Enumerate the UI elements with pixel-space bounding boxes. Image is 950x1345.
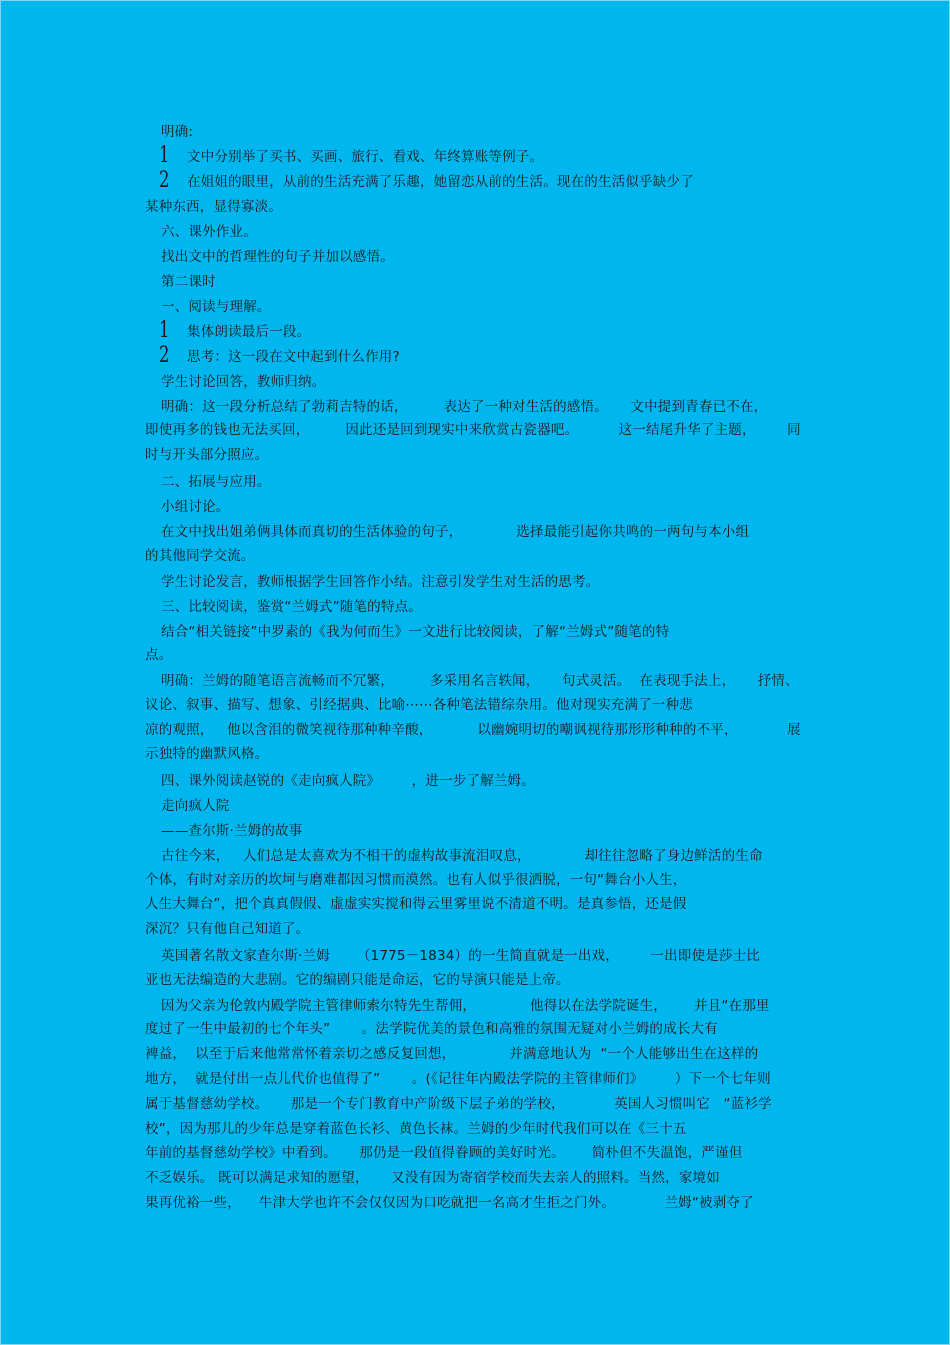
text-line: 第二课时	[161, 274, 216, 290]
text-line: 因为父亲为伦敦内殿学院主管律师索尔特先生帮佣， 他得以在法学院诞生， 并且“在那里	[161, 998, 770, 1014]
text-line: 古往今来， 人们总是太喜欢为不相干的虚构故事流泪叹息， 却往往忽略了身边鲜活的生命	[161, 848, 763, 864]
list-number: 1	[159, 143, 170, 168]
text-line: 学生讨论发言，教师根据学生回答作小结。注意引发学生对生活的思考。	[161, 574, 600, 590]
text-line: 一、阅读与理解。	[161, 299, 271, 315]
text-line: 的其他同学交流。	[145, 548, 255, 564]
text-line: ——查尔斯·兰姆的故事	[161, 823, 303, 839]
text-line: 某种东西，显得寡淡。	[145, 199, 282, 215]
text-line: 裨益， 以至于后来他常常怀着亲切之感反复回想， 并满意地认为 “一个人能够出生在这样的	[145, 1046, 759, 1062]
text-line: 在姐姐的眼里，从前的生活充满了乐趣，她留恋从前的生活。现在的生活似乎缺少了	[187, 174, 694, 190]
text-line: 三、比较阅读，鉴赏“兰姆式”随笔的特点。	[161, 599, 422, 615]
text-line: 思考：这一段在文中起到什么作用?	[187, 349, 400, 365]
text-line: 度过了一生中最初的七个年头” 。法学院优美的景色和高雅的氛围无疑对小兰姆的成长大有	[145, 1021, 718, 1037]
text-line: 深沉？只有他自己知道了。	[145, 921, 310, 937]
text-line: 集体朗读最后一段。	[187, 324, 311, 340]
text-line: 英国著名散文家查尔斯·兰姆 （1775－1834）的一生简直就是一出戏， 一出即使是莎士比	[161, 948, 760, 964]
text-line: 校”，因为那儿的少年总是穿着蓝色长衫、黄色长袜。兰姆的少年时代我们可以在《三十五	[145, 1121, 687, 1137]
text-line: 明确:	[161, 124, 194, 140]
list-number: 2	[159, 343, 170, 368]
text-line: 结合“相关链接”中罗素的《我为何而生》一文进行比较阅读，了解“兰姆式”随笔的特	[161, 624, 670, 640]
text-line: 点。	[145, 647, 173, 663]
text-line: 示独特的幽默风格。	[145, 746, 269, 762]
text-line: 文中分别举了买书、买画、旅行、看戏、年终算账等例子。	[187, 149, 544, 165]
text-line: 个体，有时对亲历的坎坷与磨难都因习惯而漠然。也有人似乎很洒脱，一句“舞台小人生，	[145, 872, 687, 888]
text-line: 年前的基督慈幼学校》中看到。 那仍是一段值得眷顾的美好时光。 简朴但不失温饱，严谨但	[145, 1145, 743, 1161]
text-line: 学生讨论回答，教师归纳。	[161, 374, 326, 390]
text-line: 属于基督慈幼学校。 那是一个专门教育中产阶级下层子弟的学校， 英国人习惯叫它 “蓝衫学	[145, 1096, 772, 1112]
text-line: 走向疯人院	[161, 798, 230, 814]
list-number: 2	[159, 168, 170, 193]
text-line: 找出文中的哲理性的句子并加以感悟。	[161, 249, 394, 265]
text-line: 明确：这一段分析总结了勃莉吉特的话， 表达了一种对生活的感悟。 文中提到青春已不在，	[161, 399, 768, 415]
text-line: 亚也无法编造的大悲剧。它的编剧只能是命运，它的导演只能是上帝。	[145, 972, 570, 988]
text-line: 小组讨论。	[161, 499, 230, 515]
text-line: 议论、叙事、描写、想象、引经据典、比喻⋯⋯各种笔法错综杂用。他对现实充满了一种悲	[145, 697, 693, 713]
text-line: 果再优裕一些， 牛津大学也许不会仅仅因为口吃就把一名高才生拒之门外。 兰姆“被剥夺了	[145, 1195, 754, 1211]
text-line: 六、课外作业。	[161, 224, 257, 240]
text-line: 二、拓展与应用。	[161, 474, 271, 490]
text-line: 四、课外阅读赵锐的《走向疯人院》 ，进一步了解兰姆。	[161, 773, 535, 789]
text-line: 即使再多的钱也无法买回， 因此还是回到现实中来欣赏古瓷器吧。 这一结尾升华了主题， 同	[145, 422, 801, 438]
text-line: 时与开头部分照应。	[145, 447, 269, 463]
text-line: 在文中找出姐弟俩具体而真切的生活体验的句子， 选择最能引起你共鸣的一两句与本小组	[161, 524, 750, 540]
text-line: 地方， 就是付出一点儿代价也值得了” 。(《记往年内殿法学院的主管律师们》 ）下一个七年则	[145, 1071, 771, 1087]
text-line: 不乏娱乐。 既可以满足求知的愿望， 又没有因为寄宿学校而失去亲人的照料。当然，家境如	[145, 1170, 720, 1186]
text-line: 人生大舞台”，把个真真假假、虚虚实实搅和得云里雾里说不清道不明。是真参悟，还是假	[145, 896, 687, 912]
text-line: 明确：兰姆的随笔语言流畅而不冗繁， 多采用名言轶闻， 句式灵活。 在表现手法上， 抒情、	[161, 673, 799, 689]
text-line: 凉的观照， 他以含泪的微笑视待那种种辛酸， 以幽婉明切的嘲讽视待那形形种种的不平， 展	[145, 722, 801, 738]
list-number: 1	[159, 318, 170, 343]
